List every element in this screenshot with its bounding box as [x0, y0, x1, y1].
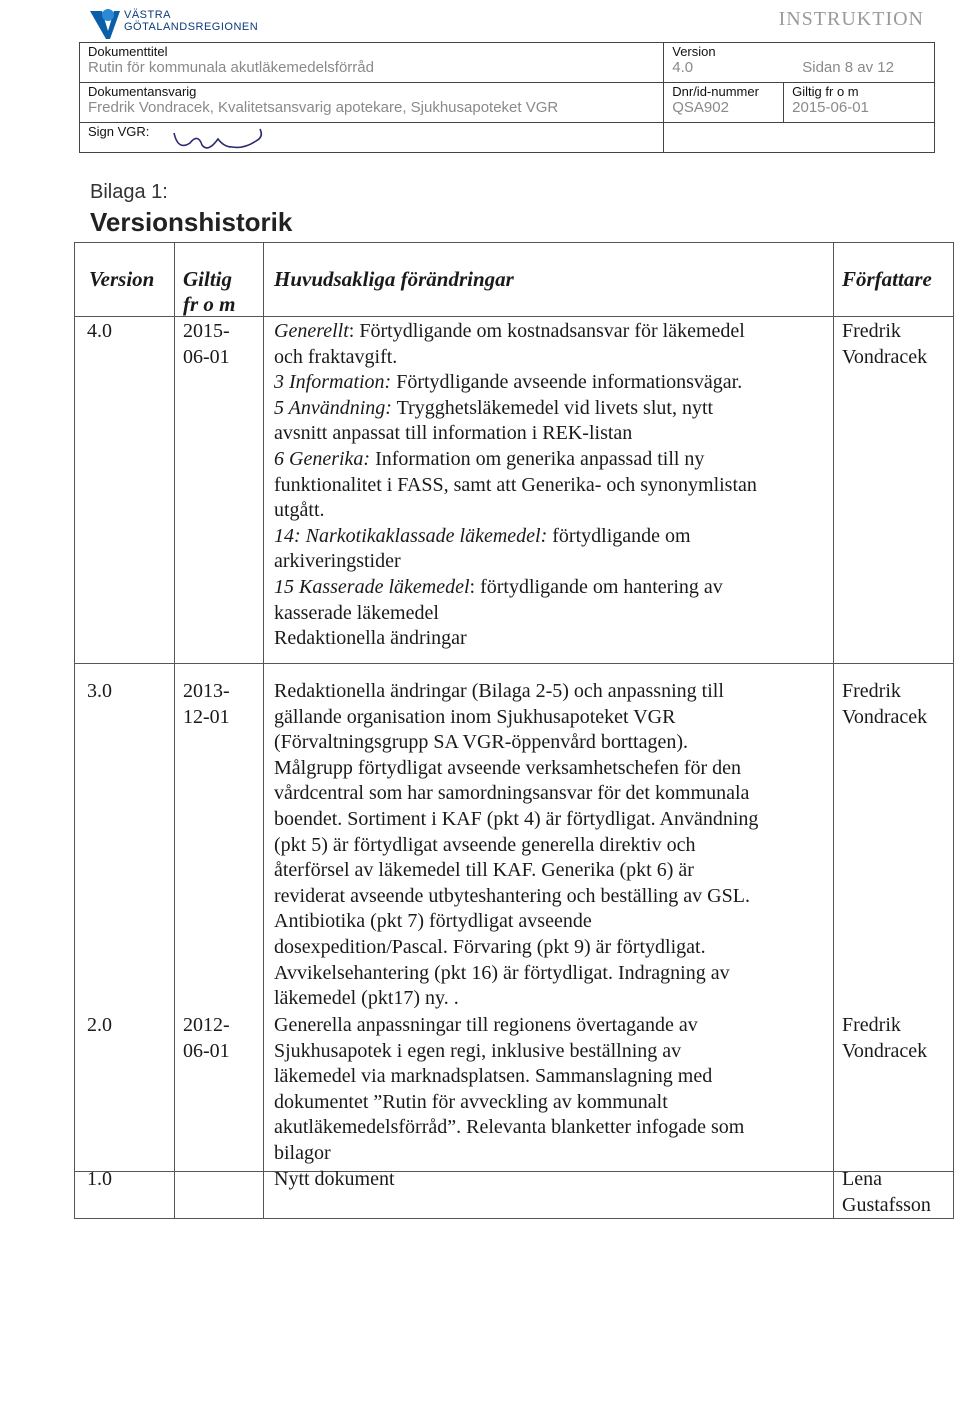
row-date-day: 06-01 — [183, 1040, 230, 1062]
change-section-ref: 5 Användning: — [274, 396, 392, 419]
change-text: arkiveringstider — [274, 550, 401, 573]
responsible-cell — [80, 83, 664, 123]
column-divider — [174, 243, 175, 1218]
change-line: boendet. Sortiment i KAF (pkt 4) är förtydligat. Användning — [274, 807, 759, 830]
change-line — [274, 524, 757, 550]
change-line: akutläkemedelsförråd”. Relevanta blanketter infogade som — [274, 1116, 745, 1139]
sign-label: Sign VGR: — [88, 124, 150, 139]
change-line: Avvikelsehantering (pkt 16) är förtydligat. Indragning av — [274, 961, 730, 984]
change-line: dokumentet ”Rutin för avveckling av kommunalt — [274, 1090, 668, 1113]
section-title: Versionshistorik — [90, 207, 293, 237]
row-divider — [75, 1171, 953, 1172]
change-line: (Förvaltningsgrupp SA VGR-öppenvård borttagen). — [274, 731, 689, 754]
row-changes — [274, 1013, 744, 1167]
signature — [168, 125, 278, 153]
change-line — [274, 601, 757, 627]
row-date-year: 2013- — [183, 680, 230, 702]
change-line: Målgrupp förtydligat avseende verksamhetschefen för den — [274, 756, 742, 779]
change-line — [274, 421, 757, 447]
change-line — [274, 396, 757, 422]
valid-from-value: 2015-06-01 — [792, 99, 869, 116]
change-line: dosexpedition/Pascal. Förvaring (pkt 9) är förtydligat. — [274, 935, 706, 958]
column-divider — [263, 243, 264, 1218]
header-author: Författare — [842, 267, 932, 291]
row-date-year: 2015- — [183, 320, 230, 342]
change-text: förtydligande om — [547, 524, 691, 547]
row-author-first: Fredrik — [842, 680, 901, 702]
change-line: Redaktionella ändringar (Bilaga 2-5) och anpassning till — [274, 680, 724, 702]
sign-empty-cell — [664, 123, 935, 153]
row-author-last: Vondracek — [842, 346, 928, 368]
header-version: Version — [89, 267, 155, 291]
change-section-ref: 6 Generika: — [274, 447, 371, 470]
change-section-ref: 15 Kasserade läkemedel — [274, 575, 470, 598]
responsible-value: Fredrik Vondracek, Kvalitetsansvarig apotekare, Sjukhusapoteket VGR — [88, 99, 559, 116]
doc-title-cell — [80, 43, 664, 83]
change-text: Förtydligande avseende informationsvägar. — [391, 371, 743, 394]
change-text: : Förtydligande om kostnadsansvar för läkemedel — [348, 320, 745, 342]
org-name-line1: VÄSTRA — [124, 9, 172, 21]
row-version: 2.0 — [87, 1014, 112, 1036]
change-line: läkemedel via marknadsplatsen. Sammanslagning med — [274, 1065, 713, 1088]
change-section-ref: Generellt — [274, 320, 349, 342]
header-fr-o-m: fr o m — [183, 292, 236, 316]
version-history-table — [74, 242, 954, 1219]
dnr-label: Dnr/id-nummer — [672, 84, 759, 99]
change-line — [274, 626, 757, 652]
org-name — [124, 9, 258, 33]
org-name-line2: GÖTALANDSREGIONEN — [124, 21, 259, 33]
change-section-ref: 14: Narkotikaklassade läkemedel: — [274, 524, 548, 547]
change-line: (pkt 5) är förtydligat avseende generella direktiv och — [274, 833, 696, 856]
row-changes — [274, 1167, 395, 1193]
change-line: Generella anpassningar till regionens övertagande av — [274, 1014, 698, 1036]
sign-cell — [80, 123, 664, 153]
responsible-label: Dokumentansvarig — [88, 84, 197, 99]
row-author-last: Vondracek — [842, 706, 928, 728]
change-section-ref: 3 Information: — [274, 371, 392, 394]
change-line: Nytt dokument — [274, 1168, 395, 1190]
appendix-label: Bilaga 1: — [90, 181, 168, 203]
change-text: Information om generika anpassad till ny — [370, 447, 705, 470]
doc-title-label: Dokumenttitel — [88, 44, 168, 59]
change-line — [274, 345, 757, 371]
change-text: och fraktavgift. — [274, 345, 398, 368]
change-line — [274, 575, 757, 601]
change-text: utgått. — [274, 499, 325, 522]
header-changes: Huvudsakliga förändringar — [274, 267, 514, 291]
document-metadata — [79, 42, 935, 153]
column-divider — [833, 243, 834, 1218]
dnr-value: QSA902 — [672, 99, 729, 116]
row-date-day: 12-01 — [183, 706, 230, 728]
page-number: Sidan 8 av 12 — [802, 59, 894, 76]
version-label: Version — [672, 44, 716, 59]
dnr-cell — [664, 83, 784, 123]
row-changes — [274, 319, 757, 652]
change-line: gällande organisation inom Sjukhusapoteket VGR — [274, 705, 676, 728]
document-type: INSTRUKTION — [778, 8, 924, 30]
change-text: funktionalitet i FASS, samt att Generika- och synonymlistan — [274, 473, 757, 496]
valid-from-cell — [784, 83, 935, 123]
row-version: 1.0 — [87, 1168, 112, 1190]
row-date-year: 2012- — [183, 1014, 230, 1036]
version-cell — [664, 43, 935, 83]
change-line — [274, 447, 757, 473]
change-line — [274, 319, 757, 345]
header-giltig: Giltig — [183, 267, 233, 291]
change-line: reviderat avseende utbyteshantering och beställing av GSL. — [274, 884, 750, 907]
change-line — [274, 370, 757, 396]
change-line: återförsel av läkemedel till KAF. Generika (pkt 6) är — [274, 859, 694, 882]
change-line — [274, 473, 757, 499]
change-text: avsnitt anpassat till information i REK-listan — [274, 422, 633, 445]
row-divider — [75, 663, 953, 664]
row-date-day: 06-01 — [183, 346, 230, 368]
change-text: Redaktionella ändringar — [274, 627, 467, 650]
row-author-first: Fredrik — [842, 320, 901, 342]
change-text: Trygghetsläkemedel vid livets slut, nytt — [391, 396, 714, 419]
change-line — [274, 549, 757, 575]
row-version: 4.0 — [87, 320, 112, 342]
doc-title: Rutin för kommunala akutläkemedelsförråd — [88, 59, 374, 76]
change-line — [274, 498, 757, 524]
change-line: läkemedel (pkt17) ny. . — [274, 987, 459, 1010]
change-line: bilagor — [274, 1141, 331, 1164]
change-line: Antibiotika (pkt 7) förtydligat avseende — [274, 910, 592, 933]
change-line: Sjukhusapotek i egen regi, inklusive beställning av — [274, 1039, 682, 1062]
row-author-first: Lena — [842, 1168, 882, 1190]
version-value: 4.0 — [672, 59, 694, 76]
row-changes — [274, 679, 758, 1012]
row-version: 3.0 — [87, 680, 112, 702]
change-text: kasserade läkemedel — [274, 601, 439, 624]
change-line: vårdcentral som har samordningsansvar för det kommunala — [274, 782, 750, 805]
valid-from-label: Giltig fr o m — [792, 84, 859, 99]
row-author-first: Fredrik — [842, 1014, 901, 1036]
change-text: : förtydligande om hantering av — [469, 575, 723, 598]
row-author-last: Gustafsson — [842, 1194, 931, 1216]
row-author-last: Vondracek — [842, 1040, 928, 1062]
